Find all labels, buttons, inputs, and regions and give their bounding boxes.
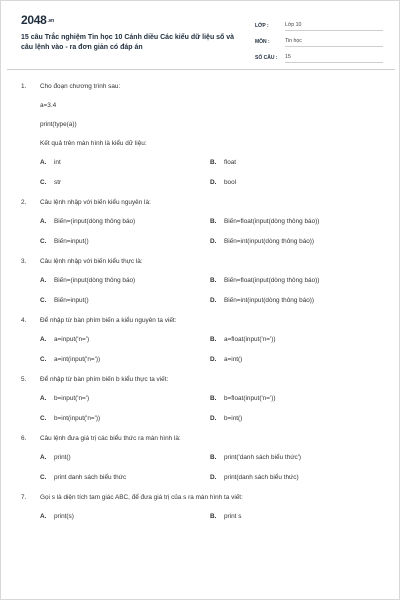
option-letter: A.: [40, 336, 47, 343]
option-letter: A.: [40, 513, 47, 520]
option-text: a=input('n='): [54, 336, 90, 343]
question-text: Gọi s là diện tích tam giác ABC, để đưa giá trị của s ra màn hình ta viết:: [40, 494, 243, 501]
option-text: Biến=int(input(dòng thông báo)): [224, 297, 315, 304]
question-stem: [21, 494, 381, 513]
option-letter: D.: [210, 474, 217, 481]
meta-label: SỐ CÂU :: [255, 55, 278, 61]
answer-option[interactable]: [40, 218, 210, 238]
answer-option[interactable]: [210, 474, 380, 494]
answer-option[interactable]: [210, 218, 380, 238]
meta-label: LỚP :: [255, 23, 269, 29]
option-text: print s: [224, 513, 242, 520]
option-text: Biến=(input(dòng thông báo): [54, 277, 136, 284]
option-letter: D.: [210, 179, 217, 186]
worksheet-header: [1, 1, 400, 67]
answer-option[interactable]: [210, 356, 380, 376]
answer-option[interactable]: [210, 336, 380, 356]
question: [21, 494, 381, 533]
question-text: Để nhập từ bàn phím biến b kiểu thực ta viết:: [40, 376, 169, 383]
answer-option[interactable]: [40, 277, 210, 297]
question-text: Cho đoạn chương trình sau:: [40, 83, 121, 90]
answer-option[interactable]: [40, 395, 210, 415]
question-stem: [21, 83, 381, 102]
option-text: b=int(input('n=')): [54, 415, 101, 422]
question-number: 6.: [21, 435, 27, 442]
answer-option[interactable]: [40, 454, 210, 474]
question-number: 2.: [21, 199, 27, 206]
answer-option[interactable]: [40, 179, 210, 199]
question: [21, 258, 381, 317]
option-text: print(s): [54, 513, 74, 520]
answer-option[interactable]: [40, 336, 210, 356]
answer-options: [21, 454, 381, 494]
question-text: Câu lệnh nhập với biến kiểu nguyên là:: [40, 199, 151, 206]
option-text: b=input('n='): [54, 395, 90, 402]
option-letter: B.: [210, 336, 217, 343]
option-letter: D.: [210, 297, 217, 304]
answer-option[interactable]: [40, 159, 210, 179]
option-text: b=float(input('n=')): [224, 395, 276, 402]
option-letter: B.: [210, 218, 217, 225]
site-logo[interactable]: [21, 13, 54, 27]
option-text: print('danh sách biểu thức'): [224, 454, 302, 461]
answer-option[interactable]: [210, 415, 380, 435]
option-letter: C.: [40, 179, 47, 186]
option-text: Biến=(input(dòng thông báo): [54, 218, 136, 225]
question-stem: [21, 199, 381, 218]
answer-options: [21, 277, 381, 317]
option-text: a=int(input('n=')): [54, 356, 101, 363]
answer-option[interactable]: [210, 238, 380, 258]
meta-value: Tin học: [285, 38, 383, 47]
question-number: 3.: [21, 258, 27, 265]
answer-option[interactable]: [40, 415, 210, 435]
answer-option[interactable]: [40, 356, 210, 376]
question-stem: [21, 376, 381, 395]
answer-option[interactable]: [210, 277, 380, 297]
question: [21, 376, 381, 435]
question-code-line: print(type(a)): [40, 121, 77, 128]
option-letter: C.: [40, 356, 47, 363]
question-text: Để nhập từ bàn phím biến a kiểu nguyên ta viết:: [40, 317, 177, 324]
option-text: Biến=float(input(dòng thông báo)): [224, 277, 320, 284]
option-letter: D.: [210, 356, 217, 363]
option-letter: A.: [40, 454, 47, 461]
option-text: print(): [54, 454, 71, 461]
answer-option[interactable]: [40, 297, 210, 317]
question-text: Câu lệnh nhập với biến kiểu thực là:: [40, 258, 143, 265]
option-text: print danh sách biểu thức: [54, 474, 127, 481]
option-letter: C.: [40, 238, 47, 245]
meta-value: Lớp 10: [285, 22, 383, 31]
option-letter: D.: [210, 238, 217, 245]
option-letter: A.: [40, 218, 47, 225]
option-text: int: [54, 159, 61, 166]
answer-option[interactable]: [210, 513, 380, 533]
question-number: 7.: [21, 494, 27, 501]
question-number: 5.: [21, 376, 27, 383]
question-stem: [21, 435, 381, 454]
answer-options: [21, 218, 381, 258]
question: [21, 317, 381, 376]
meta-row: [255, 31, 383, 47]
question: [21, 435, 381, 494]
meta-row: [255, 15, 383, 31]
answer-option[interactable]: [210, 454, 380, 474]
answer-option[interactable]: [210, 179, 380, 199]
option-letter: A.: [40, 395, 47, 402]
meta-row: [255, 47, 383, 63]
answer-option[interactable]: [40, 474, 210, 494]
question-stem: [21, 258, 381, 277]
option-letter: B.: [210, 395, 217, 402]
option-letter: B.: [210, 277, 217, 284]
question-code-line: Kết quả trên màn hình là kiểu dữ liệu:: [40, 140, 147, 147]
option-letter: C.: [40, 415, 47, 422]
option-letter: C.: [40, 297, 47, 304]
question: [21, 83, 381, 199]
question-number: 1.: [21, 83, 27, 90]
option-text: Biến=input(): [54, 238, 89, 245]
worksheet-title: 15 câu Trắc nghiệm Tin học 10 Cánh diều Các kiểu dữ liệu số và câu lệnh vào - ra đơn giản có đáp án: [21, 34, 235, 51]
question-code-line: a=3.4: [40, 102, 57, 109]
option-text: Biến=float(input(dòng thông báo)): [224, 218, 320, 225]
answer-option[interactable]: [40, 238, 210, 258]
option-text: float: [224, 159, 237, 166]
option-text: Biến=input(): [54, 297, 89, 304]
answer-option[interactable]: [210, 395, 380, 415]
answer-options: [21, 513, 381, 533]
option-letter: B.: [210, 454, 217, 461]
answer-option[interactable]: [210, 297, 380, 317]
answer-options: [21, 159, 381, 199]
question-stem: [21, 317, 381, 336]
answer-options: [21, 336, 381, 376]
answer-option[interactable]: [40, 513, 210, 533]
meta-value: 15: [285, 54, 383, 63]
option-letter: C.: [40, 474, 47, 481]
question: [21, 199, 381, 258]
meta-label: MÔN :: [255, 39, 270, 45]
worksheet-meta: [255, 15, 383, 63]
option-letter: D.: [210, 415, 217, 422]
question-text: Câu lệnh đưa giá trị các biểu thức ra màn hình là:: [40, 435, 181, 442]
option-letter: B.: [210, 513, 217, 520]
option-text: Biến=int(input(dòng thông báo)): [224, 238, 315, 245]
option-letter: A.: [40, 159, 47, 166]
logo-text: 2048: [21, 13, 47, 27]
answer-option[interactable]: [210, 159, 380, 179]
option-text: print(danh sách biểu thức): [224, 474, 299, 481]
header-divider: [7, 69, 395, 70]
question-list: [21, 83, 381, 533]
option-text: b=int(): [224, 415, 243, 422]
question-number: 4.: [21, 317, 27, 324]
option-text: a=int(): [224, 356, 243, 363]
option-letter: A.: [40, 277, 47, 284]
answer-options: [21, 395, 381, 435]
logo-suffix: .vn: [47, 17, 54, 24]
option-text: str: [54, 179, 62, 186]
option-text: bool: [224, 179, 237, 186]
option-letter: B.: [210, 159, 217, 166]
option-text: a=float(input('n=')): [224, 336, 276, 343]
